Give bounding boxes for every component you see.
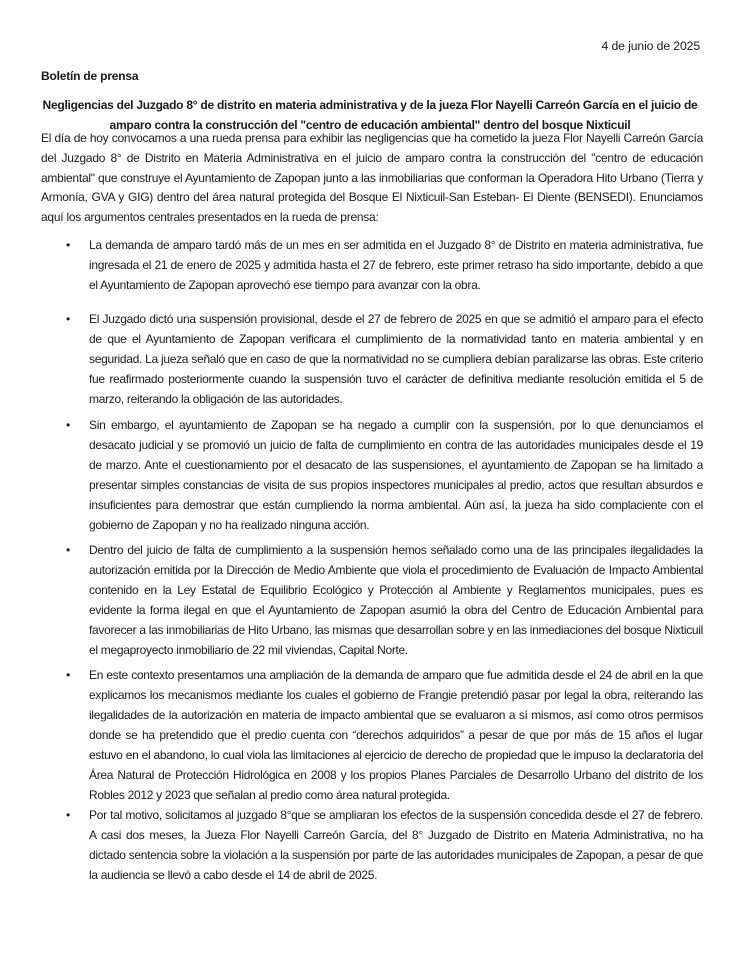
- list-item-text: Por tal motivo, solicitamos al juzgado 8°que se ampliaran los efectos de la suspensión concedida desde el 27 de febrero. A casi dos meses, la Jueza Flor Nayelli Carreón García, del 8° Juzgado de Distrito en Materia Administrativa, no ha dictado sentencia sobre la violación a la suspensión por parte de las autoridades municipales de Zapopan, a pesar de que la audiencia se llevó a cabo desde el 14 de abril de 2025.: [89, 808, 703, 882]
- bullet-icon: •: [66, 668, 71, 682]
- document-label: Boletín de prensa: [41, 69, 139, 83]
- bullet-icon: •: [66, 238, 71, 252]
- document-title: Negligencias del Juzgado 8° de distrito en materia administrativa y de la jueza Flor Nayelli Carreón García en el juicio de amparo contra la construcción del "centro de educación ambiental" dentro del bosque Nixticuil: [42, 98, 698, 132]
- document-date: 4 de junio de 2025: [601, 39, 700, 53]
- bullet-icon: •: [66, 543, 71, 557]
- list-item-text: Sin embargo, el ayuntamiento de Zapopan se ha negado a cumplir con la suspensión, por lo que denunciamos el desacato judicial y se promovió un juicio de falta de cumplimiento en contra de las autoridades municipales desde el 19 de marzo. Ante el cuestionamiento por el desacato de las suspensiones, el ayuntamiento de Zapopan se ha limitado a presentar simples constancias de visita de sus propios inspectores municipales al predio, actos que resultan absurdos e insuficientes para demostrar que están cumpliendo la norma ambiental. Aún así, la jueza ha sido complaciente con el gobierno de Zapopan y no ha realizado ninguna acción.: [89, 418, 703, 532]
- bullet-icon: •: [66, 418, 71, 432]
- intro-paragraph: El día de hoy convocamos a una rueda prensa para exhibir las negligencias que ha cometido la jueza Flor Nayelli Carreón García del Juzgado 8° de Distrito en Materia Administrativa en el juicio de amparo contra la construcción del "centro de educación ambiental" que construye el Ayuntamiento de Zapopan junto a las inmobiliarias que conforman la Operadora Hito Urbano (Tierra y Armonía, GVA y GIG) dentro del área natural protegida del Bosque El Nixticuil-San Esteban- El Diente (BENSEDI). Enunciamos aquí los argumentos centrales presentados en la rueda de prensa:: [41, 131, 703, 225]
- list-item-text: La demanda de amparo tardó más de un mes en ser admitida en el Juzgado 8° de Distrito en materia administrativa, fue ingresada el 21 de enero de 2025 y admitida hasta el 27 de febrero, este primer retraso ha sido importante, debido a que el Ayuntamiento de Zapopan aprovechó ese tiempo para avanzar con la obra.: [89, 238, 703, 292]
- list-item-text: El Juzgado dictó una suspensión provisional, desde el 27 de febrero de 2025 en que se admitió el amparo para el efecto de que el Ayuntamiento de Zapopan verificara el cumplimiento de la normatividad tanto en materia ambiental y en seguridad. La jueza señaló que en caso de que la normatividad no se cumpliera debían paralizarse las obras. Este criterio fue reafirmado posteriormente cuando la suspensión tuvo el carácter de definitiva mediante resolución emitida el 5 de marzo, reiterando la obligación de las autoridades.: [89, 312, 703, 406]
- list-item-text: En este contexto presentamos una ampliación de la demanda de amparo que fue admitida desde el 24 de abril en la que explicamos los mecanismos mediante los cuales el gobierno de Frangie pretendió pasar por legal la obra, reiterando las ilegalidades de la autorización en materia de impacto ambiental que se evaluaron a sí mismos, así como otros permisos donde se ha pretendido que el predio cuenta con “derechos adquiridos” a pesar de que por más de 15 años el lugar estuvo en el abandono, lo cual viola las limitaciones al ejercicio de derecho de propiedad que le impuso la declaratoria del Área Natural de Protección Hidrológica en 2008 y los propios Planes Parciales de Desarrollo Urbano del distrito de los Robles 2012 y 2023 que señalan al predio como área natural protegida.: [89, 668, 703, 802]
- bullet-icon: •: [66, 808, 71, 822]
- list-item-text: Dentro del juicio de falta de cumplimiento a la suspensión hemos señalado como una de las principales ilegalidades la autorización emitida por la Dirección de Medio Ambiente que viola el procedimiento de Evaluación de Impacto Ambiental contenido en la Ley Estatal de Equilibrio Ecológico y Protección al Ambiente y Reglamentos municipales, pues es evidente la forma ilegal en que el Ayuntamiento de Zapopan asumió la obra del Centro de Educación Ambiental para favorecer a las inmobiliarias de Hito Urbano, las mismas que desarrollan sobre y en las inmediaciones del bosque Nixticuil el megaproyecto inmobiliario de 22 mil viviendas, Capital Norte.: [89, 543, 703, 657]
- bullet-icon: •: [66, 312, 71, 326]
